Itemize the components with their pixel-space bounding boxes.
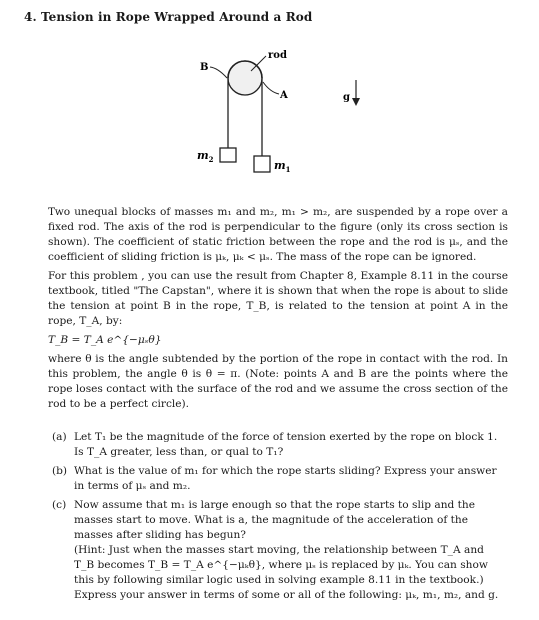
question-c-express: Express your answer in terms of some or all of the following: μₖ, m₁, m₂, and g. bbox=[74, 589, 499, 601]
question-a bbox=[52, 430, 507, 460]
question-c-mark: (c) bbox=[52, 499, 67, 511]
capstan-equation: T_B = T_A e^{−μₛθ} bbox=[48, 334, 162, 346]
intro-paragraph: Two unequal blocks of masses m₁ and m₂, m₁ > m₂, are suspended by a rope over a fixed rod. The axis of the rod is perpendicular to the figure (only its cross section is shown). The coefficient of static friction between the rope and the rod is μₛ, and the coefficient of sliding friction is μₖ, μₖ < μₛ. The mass of the rope can be ignored. bbox=[48, 206, 508, 263]
problem-title: 4. Tension in Rope Wrapped Around a Rod bbox=[24, 10, 313, 24]
question-a-mark: (a) bbox=[52, 431, 67, 443]
block-m1-label: $m_1$ bbox=[274, 159, 291, 174]
point-b-label: B bbox=[200, 62, 209, 73]
question-c bbox=[52, 498, 507, 603]
point-a-label: A bbox=[280, 90, 288, 101]
rod-label: rod bbox=[268, 50, 287, 61]
question-a-text: Let T₁ be the magnitude of the force of tension exerted by the rope on block 1. Is T_A greater, less than, or qual to T₁? bbox=[74, 431, 498, 458]
question-b-text: What is the value of m₁ for which the rope starts sliding? Express your answer in terms of μₛ and m₂. bbox=[74, 465, 497, 492]
point-b-pointer bbox=[210, 67, 227, 78]
capstan-paragraph: For this problem , you can use the result from Chapter 8, Example 8.11 in the course textbook, titled "The Capstan", where it is shown that when the rope is about to slide the tension at point B in the rope, T_B, is related to the tension at point A in the rope, T_A, by: bbox=[48, 270, 508, 327]
angle-paragraph: where θ is the angle subtended by the portion of the rope in contact with the rod. In this problem, the angle θ is θ = π. (Note: points A and B are the points where the rope loses contact with the surface of the rod and we assume the cross section of the rod to be a perfect circle). bbox=[48, 353, 508, 410]
point-a-pointer bbox=[263, 82, 279, 94]
question-b-mark: (b) bbox=[52, 465, 68, 477]
rod-pulley-figure bbox=[0, 38, 539, 188]
question-c-hint: (Hint: Just when the masses start moving, the relationship between T_A and T_B becomes T_B = T_A e^{−μₖθ}, where μₛ is replaced by μₖ. You can show this by following similar logic used in solving example 8.11 in the textbook.) bbox=[74, 544, 488, 586]
gravity-arrowhead bbox=[352, 98, 360, 106]
gravity-label: g bbox=[343, 92, 350, 103]
block-m2-label: $m_2$ bbox=[197, 149, 214, 164]
question-b bbox=[52, 464, 507, 494]
question-c-text: Now assume that m₁ is large enough so that the rope starts to slip and the masses start to move. What is a, the magnitude of the acceleration of the masses after sliding has begun? bbox=[74, 499, 476, 541]
block-m1 bbox=[254, 156, 270, 172]
block-m2 bbox=[220, 148, 236, 162]
